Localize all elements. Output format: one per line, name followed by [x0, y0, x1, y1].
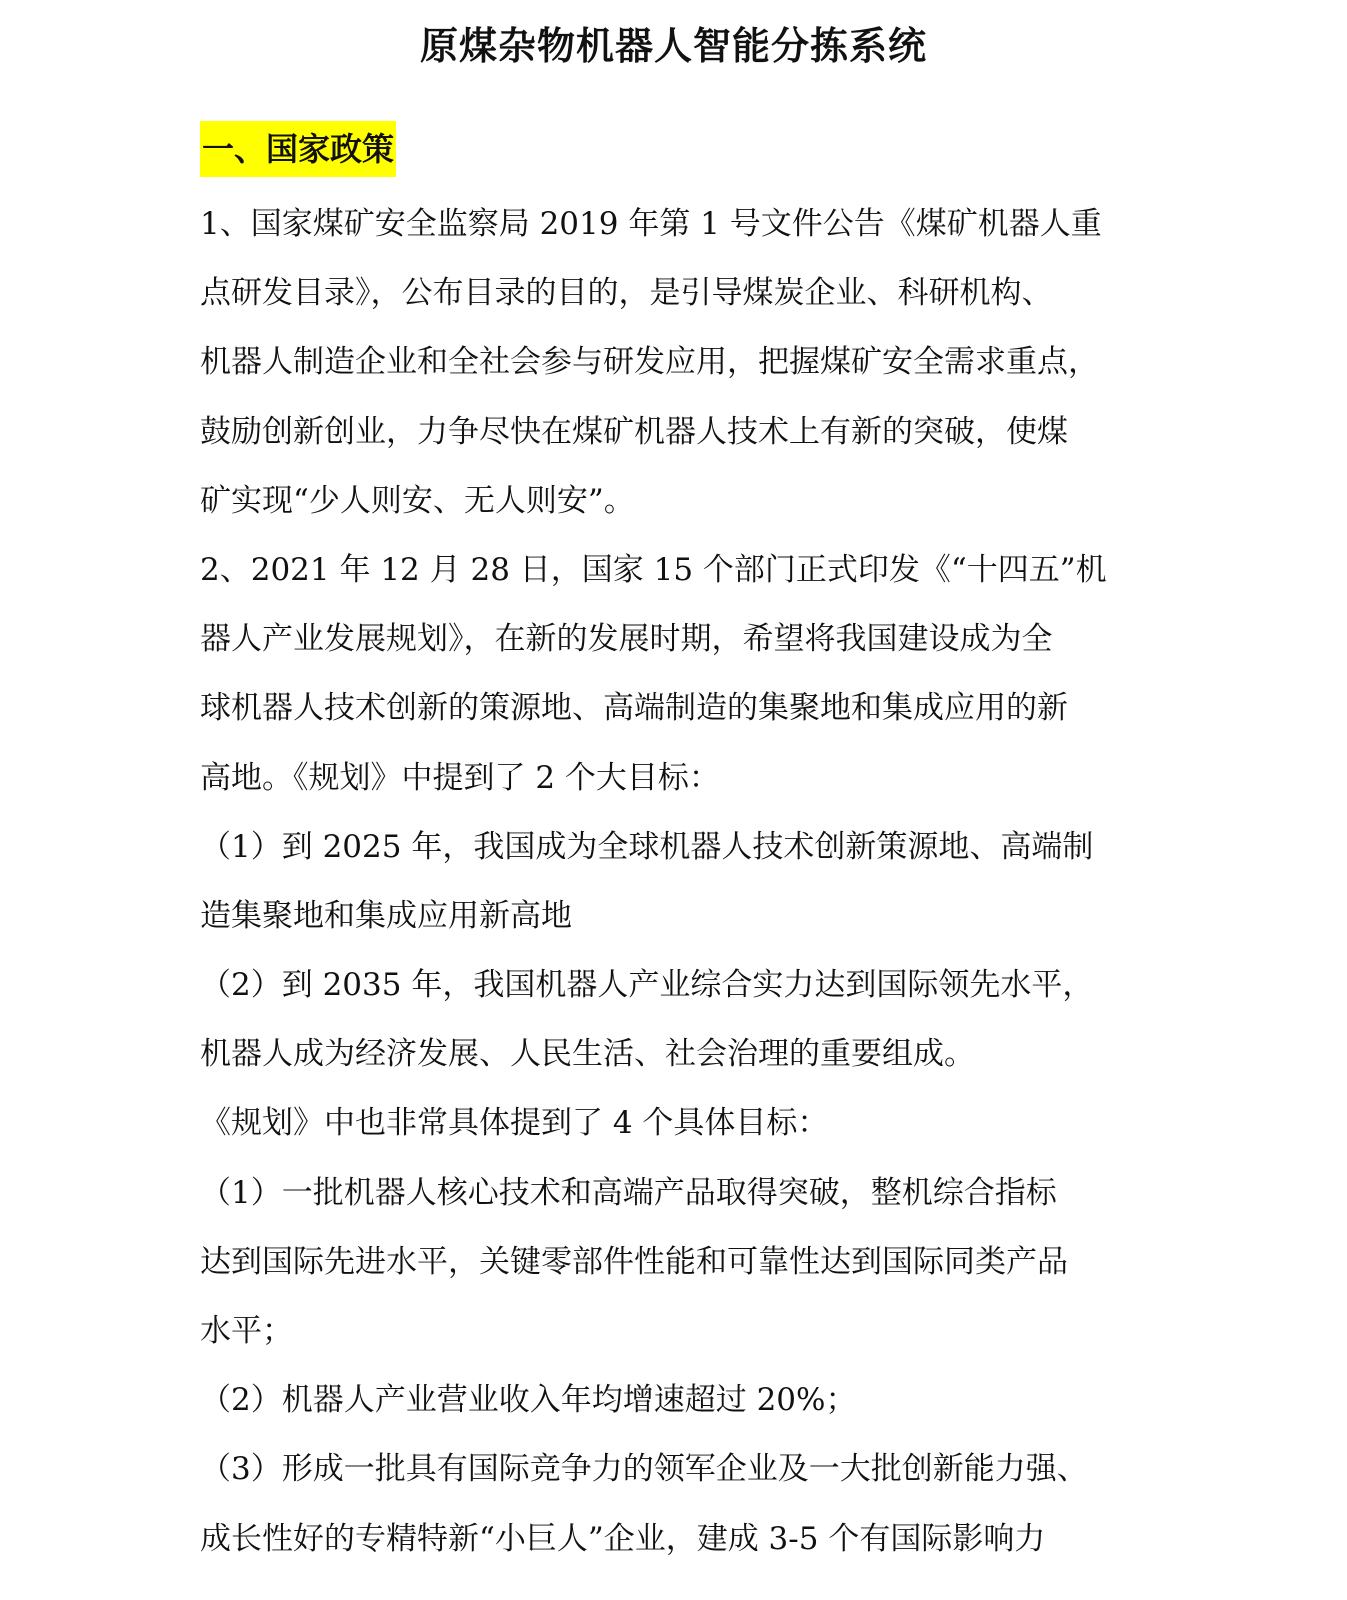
text-line: 达到国际先进水平，关键零部件性能和可靠性达到国际同类产品: [200, 1243, 1068, 1280]
text-line: 矿实现“少人则安、无人则安”。: [200, 482, 635, 519]
text-line: （1）一批机器人核心技术和高端产品取得突破，整机综合指标: [200, 1174, 1057, 1211]
text-line: 机器人成为经济发展、人民生活、社会治理的重要组成。: [200, 1036, 975, 1073]
document-body: [200, 190, 1150, 1574]
text-line: （3）形成一批具有国际竞争力的领军企业及一大批创新能力强、: [200, 1451, 1088, 1488]
text-line: 机器人制造企业和全社会参与研发应用，把握煤矿安全需求重点，: [200, 344, 1099, 381]
text-line: 球机器人技术创新的策源地、高端制造的集聚地和集成应用的新: [200, 690, 1068, 727]
text-line: 高地。《规划》中提到了 2 个大目标：: [200, 759, 720, 796]
text-line: （2）到 2035 年，我国机器人产业综合实力达到国际领先水平，: [200, 967, 1094, 1004]
text-line: 成长性好的专精特新“小巨人”企业，建成 3-5 个有国际影响力: [200, 1520, 1046, 1557]
text-line: 点研发目录》，公布目录的目的，是引导煤炭企业、科研机构、: [200, 275, 1053, 312]
text-line: 水平；: [200, 1313, 293, 1349]
section-heading-national-policy: 一、国家政策: [200, 121, 396, 177]
text-line: 《规划》中也非常具体提到了 4 个具体目标：: [200, 1105, 829, 1142]
text-line: 1、国家煤矿安全监察局 2019 年第 1 号文件公告《煤矿机器人重: [200, 206, 1102, 242]
document-title: 原煤杂物机器人智能分拣系统: [419, 23, 927, 68]
text-line: 造集聚地和集成应用新高地: [200, 897, 572, 934]
text-line: 鼓励创新创业，力争尽快在煤矿机器人技术上有新的突破，使煤: [200, 413, 1068, 450]
text-line: 器人产业发展规划》，在新的发展时期，希望将我国建设成为全: [200, 621, 1053, 658]
text-line: （1）到 2025 年，我国成为全球机器人技术创新策源地、高端制: [200, 828, 1094, 865]
text-line: （2）机器人产业营业收入年均增速超过 20%；: [200, 1382, 857, 1419]
text-line: 2、2021 年 12 月 28 日，国家 15 个部门正式印发《“十四五”机: [200, 551, 1107, 588]
